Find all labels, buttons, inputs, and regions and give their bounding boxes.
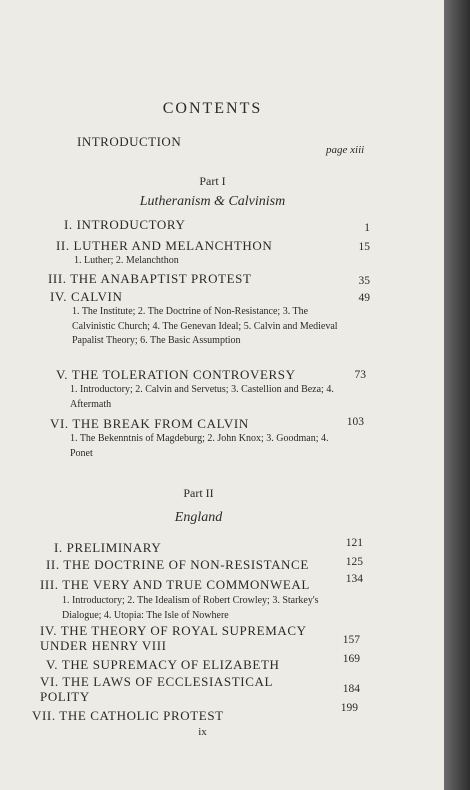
chapter-sections: 1. Introductory; 2. Calvin and Servetus; 3. Castellion and Beza; 4. Aftermath bbox=[70, 384, 334, 410]
chapter-page: 35 bbox=[358, 275, 370, 287]
book-edge bbox=[444, 0, 470, 790]
chapter-sections: 1. Introductory; 2. The Idealism of Robert Crowley; 3. Starkey's Dialogue; 4. Utopia: The Isle of Nowhere bbox=[62, 595, 319, 621]
chapter-sections: 1. Luther; 2. Melanchthon bbox=[74, 255, 179, 266]
chapter-title: III. THE ANABAPTIST PROTEST bbox=[48, 271, 252, 286]
chapter-title: VII. THE CATHOLIC PROTEST bbox=[32, 708, 224, 723]
chapter-title: IV. THE THEORY OF ROYAL SUPREMACY UNDER HENRY VIII bbox=[40, 623, 307, 653]
introduction-page: page xiii bbox=[326, 144, 365, 156]
introduction-entry: INTRODUCTION bbox=[77, 134, 182, 149]
chapter-title: II. LUTHER AND MELANCHTHON bbox=[56, 238, 273, 253]
chapter-page: 184 bbox=[342, 683, 360, 695]
chapter-page: 134 bbox=[345, 573, 363, 585]
chapter-title: II. THE DOCTRINE OF NON-RESISTANCE bbox=[46, 557, 309, 572]
chapter-title: VI. THE BREAK FROM CALVIN bbox=[50, 416, 249, 431]
chapter-title: V. THE SUPREMACY OF ELIZABETH bbox=[46, 657, 280, 672]
page-title: CONTENTS bbox=[162, 100, 263, 117]
chapter-page: 103 bbox=[346, 416, 364, 428]
chapter-page: 157 bbox=[342, 634, 360, 646]
part-2-label: Part II bbox=[183, 486, 214, 500]
chapter-sections: 1. The Institute; 2. The Doctrine of Non-Resistance; 3. The Calvinistic Church; 4. The Genevan Ideal; 5. Calvin and Medieval Papalist Theory; 6. The Basic Assumption bbox=[72, 306, 338, 346]
chapter-page: 121 bbox=[345, 537, 363, 549]
page-number: ix bbox=[198, 726, 207, 738]
chapter-title: III. THE VERY AND TRUE COMMONWEAL bbox=[40, 577, 310, 592]
chapter-title: V. THE TOLERATION CONTROVERSY bbox=[56, 367, 296, 382]
part-1-label: Part I bbox=[199, 174, 226, 188]
chapter-title: IV. CALVIN bbox=[50, 289, 123, 304]
chapter-page: 49 bbox=[358, 292, 370, 304]
part-2-title: England bbox=[174, 510, 223, 525]
chapter-page: 199 bbox=[340, 702, 358, 714]
chapter-page: 15 bbox=[358, 241, 370, 253]
chapter-title: VI. THE LAWS OF ECCLESIASTICAL POLITY bbox=[40, 674, 273, 704]
chapter-page: 73 bbox=[354, 369, 366, 381]
chapter-page: 1 bbox=[364, 222, 370, 234]
chapter-page: 125 bbox=[345, 556, 363, 568]
chapter-title: I. INTRODUCTORY bbox=[64, 217, 186, 232]
chapter-title: I. PRELIMINARY bbox=[54, 540, 162, 555]
chapter-page: 169 bbox=[342, 653, 360, 665]
chapter-sections: 1. The Bekenntnis of Magdeburg; 2. John Knox; 3. Goodman; 4. Ponet bbox=[70, 433, 329, 459]
part-1-title: Lutheranism & Calvinism bbox=[139, 194, 286, 209]
